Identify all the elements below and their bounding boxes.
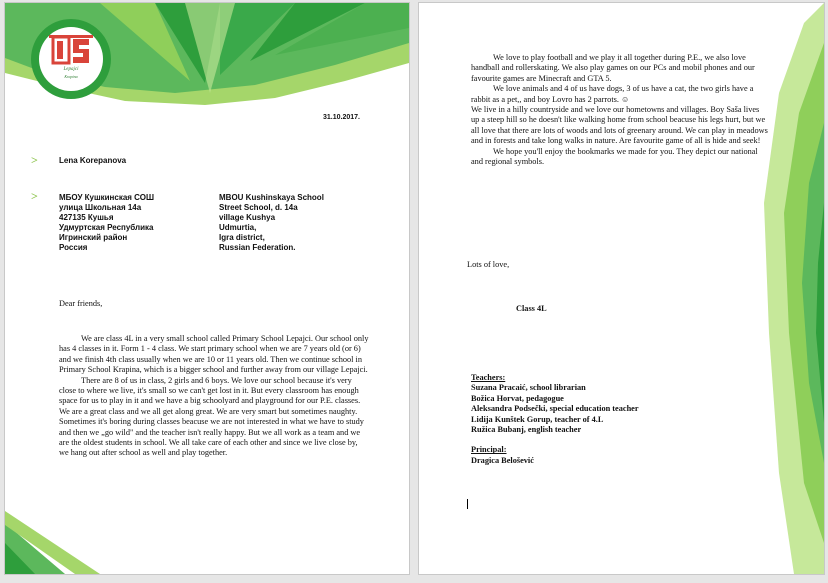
teachers-heading: Teachers: [471,373,506,382]
paragraph: We love to play football and we play it all together during P.E., we also love handball and rollerskating. We also play games on our PCs and mobil phones and our favourite games are Minecraft and GTA 5. [471,53,755,83]
recipient-name: Lena Korepanova [59,156,127,165]
closing: Lots of love, [467,260,510,269]
school-logo [39,27,103,91]
teacher-entry: Suzana Pracaić, school librarian [471,383,586,393]
paragraph: We are class 4L in a very small school called Primary School Lepajci. Our school only has 4 classes in it. Form 1 - 4 class. We start primary school when we are 7 years old (or 6) and we finish 4th class usually when we are 10 or 11 years old. Then we continue school in Primary School Krapina, which is a bigger school and further away from our village Lepajci. [59,334,369,375]
principal-name: Dragica Belošević [471,455,534,465]
letter-date: 31.10.2017. [323,114,360,121]
paragraph: We hope you'll enjoy the bookmarks we made for you. They depict our national and regional symbols. [471,146,758,167]
teacher-entry: Ružica Bubanj, english teacher [471,425,582,435]
paragraph: We love animals and 4 of us have dogs, 3 of us have a cat, the two girls have a rabbit as a pet,, and boy Lovro has 2 parrots. ☺ [471,84,754,104]
arrow-icon: > [31,189,38,203]
document-page-2 [418,2,825,575]
paragraph: There are 8 of us in class, 2 girls and 6 boys. We love our school because it's very close to where we live, it's small so we can't get lost in it. But every classroom has enough space for us to play in it and we have a big schoolyard and playground for our P.E. classes. We are a great class and we all get along great. We are very smart but sometimes naughty. Sometimes it's boring during classes beacuse we are not interested in what we have to study and then we „go wild" and the teacher isn't really happy. But we all work as a team and we are the oldest students in school. We all take care of each other and since we live close by, we hang out after school as well and play together. [59,375,364,458]
logo-subtitle: Krapina [64,74,78,79]
arrow-icon: > [31,153,38,167]
paragraph: We live in a hilly countryside and we love our hometowns and villages. Boy Saša lives up a steep hill so he doesn't like walking home from school beacuse his legs hurt, but we all love that there are lots of woods and lots of greenary around. We can play in meadows and in forests and take long walks in nature. Are favourite game of all is hide and seek! [471,105,768,146]
principal-heading: Principal: [471,445,507,455]
teacher-entry: Lidija Kunštek Gorup, teacher of 4.L [471,414,604,424]
address-russian: МБОУ Кушкинская СОШ улица Школьная 14а 427135 Кушья Удмуртская Республика Игринский район Россия [59,193,155,252]
document-page-1 [4,2,410,575]
teacher-entry: Božica Horvat, pedagogue [471,393,564,403]
address-english: MBOU Kushinskaya School Street School, d. 14a village Kushya Udmurtia, Igra district, Russian Federation. [219,193,324,252]
logo-text: Lepajci [63,67,79,72]
class-signature: Class 4L [516,304,547,313]
signatures [471,373,639,466]
greeting: Dear friends, [59,299,103,308]
text-cursor[interactable] [467,499,468,509]
letter-body-page-2 [471,53,769,167]
teacher-entry: Aleksandra Podsečki, special education teacher [471,404,639,414]
letter-body-page-1 [59,334,369,459]
footer-decoration [5,503,125,574]
